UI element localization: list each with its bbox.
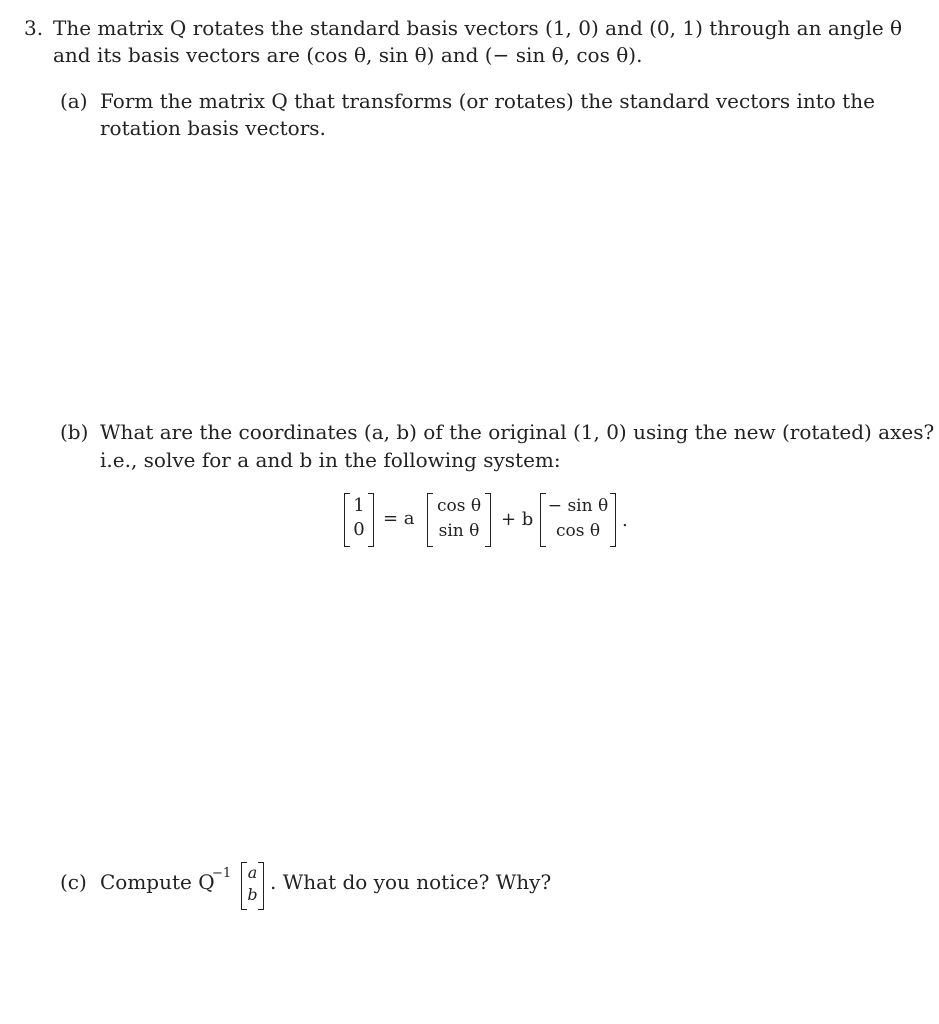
equation-period: . — [622, 510, 628, 531]
part-c-question: . What do you notice? Why? — [270, 870, 552, 894]
plus-b: + b — [501, 509, 534, 530]
lhs-vector-entry-1: 1 — [353, 495, 365, 516]
part-a-label: (a) — [60, 89, 88, 113]
neg-sin-cos-vector-entry-1: − sin θ — [547, 496, 609, 516]
problem-text-line-1: The matrix Q rotates the standard basis vectors (1, 0) and (0, 1) through an angle θ — [53, 16, 903, 40]
cos-sin-vector-entry-1: cos θ — [436, 496, 482, 516]
ab-vector — [241, 862, 264, 910]
part-a-text-line-2: rotation basis vectors. — [100, 116, 326, 140]
cos-sin-vector-entry-2: sin θ — [438, 521, 480, 541]
lhs-vector — [344, 493, 374, 547]
cos-sin-vector — [427, 493, 491, 547]
ab-vector-entry-b: b — [247, 885, 258, 904]
problem-text-line-2: and its basis vectors are (cos θ, sin θ) and (− sin θ, cos θ). — [53, 43, 643, 67]
inverse-superscript: −1 — [212, 866, 232, 881]
ab-vector-entry-a: a — [247, 863, 258, 882]
part-a-text-line-1: Form the matrix Q that transforms (or rotates) the standard vectors into the — [100, 89, 875, 113]
part-b-text-line-2: i.e., solve for a and b in the following system: — [100, 448, 561, 472]
problem-number: 3. — [24, 16, 44, 40]
part-b-text-line-1: What are the coordinates (a, b) of the original (1, 0) using the new (rotated) axes? — [100, 420, 935, 444]
neg-sin-cos-vector-entry-2: cos θ — [555, 521, 601, 541]
equals-a: = a — [383, 508, 415, 529]
part-b-label: (b) — [60, 420, 89, 444]
part-c-label: (c) — [60, 870, 87, 894]
neg-sin-cos-vector — [540, 493, 616, 547]
part-c-compute-text: Compute Q — [100, 870, 215, 894]
lhs-vector-entry-2: 0 — [353, 519, 365, 540]
